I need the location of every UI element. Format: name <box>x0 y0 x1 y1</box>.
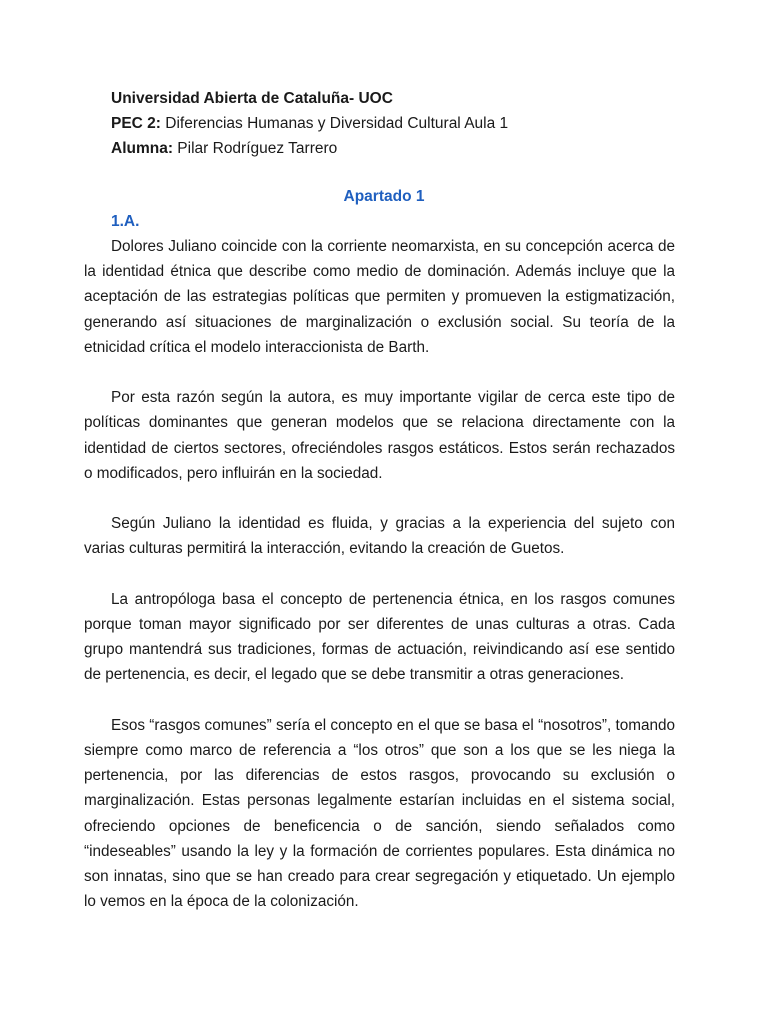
pec-label: PEC 2: <box>111 115 161 132</box>
paragraph: La antropóloga basa el concepto de pertenencia étnica, en los rasgos comunes porque toman mayor significado por ser diferentes de unas culturas a otras. Cada grupo mantendrá sus tradiciones, formas de actuación, reivindicando así ese sentido de pertenencia, es decir, el legado que se debe transmitir a otras generaciones. <box>84 590 675 684</box>
subsection-title: 1.A. <box>111 213 140 230</box>
paragraph: Por esta razón según la autora, es muy importante vigilar de cerca este tipo de políticas dominantes que generan modelos que se relaciona directamente con la identidad de ciertos sectores, ofreciéndoles rasgos estáticos. Estos serán rechazados o modificados, pero influirán en la sociedad. <box>84 389 675 482</box>
student-label: Alumna: <box>111 140 173 157</box>
university-line <box>111 86 711 111</box>
paragraph: Dolores Juliano coincide con la corriente neomarxista, en su concepción acerca de la identidad étnica que describe como medio de dominación. Además incluye que la aceptación de las estrategias políticas que permiten y promueven la estigmatización, generando así situaciones de marginalización o exclusión social. Su teoría de la etnicidad crítica el modelo interaccionista de Barth. <box>84 238 675 356</box>
student-value: Pilar Rodríguez Tarrero <box>173 140 338 157</box>
document-header <box>111 86 711 161</box>
section-title: Apartado 1 <box>343 188 425 205</box>
document-body <box>84 234 675 914</box>
pec-value: Diferencias Humanas y Diversidad Cultural Aula 1 <box>160 115 509 132</box>
university-name: Universidad Abierta de Cataluña- UOC <box>111 90 393 107</box>
pec-line <box>111 111 711 136</box>
paragraph: Según Juliano la identidad es fluida, y gracias a la experiencia del sujeto con varias culturas permitirá la interacción, evitando la creación de Guetos. <box>84 515 675 558</box>
student-line <box>111 136 711 161</box>
paragraph: Esos “rasgos comunes” sería el concepto en el que se basa el “nosotros”, tomando siempre como marco de referencia a “los otros” que son a los que se les niega la pertenencia, por las diferencias de estos rasgos, provocando su exclusión o marginalización. Estas personas legalmente estarían incluidas en el sistema social, ofreciendo opciones de beneficencia o de sanción, siendo señalados como “indeseables” usando la ley y la formación de corrientes populares. Esta dinámica no son innatas, sino que se han creado para crear segregación y etiquetado. Un ejemplo lo vemos en la época de la colonización. <box>84 716 675 911</box>
